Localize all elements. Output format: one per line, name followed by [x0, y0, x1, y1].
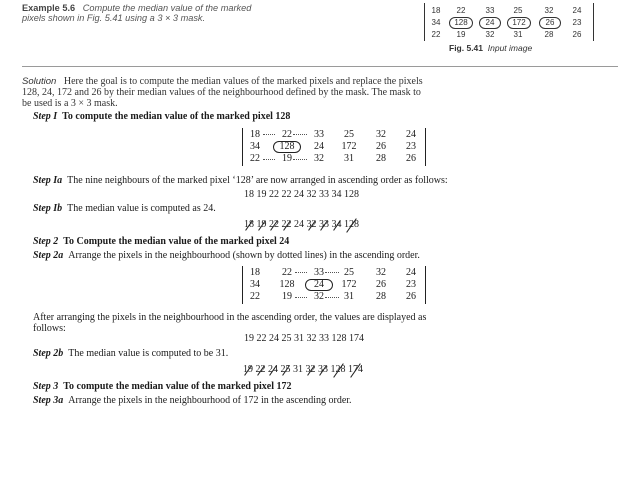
matrix-cell: 28 — [376, 291, 386, 302]
step-text: To compute the median value of the marked pixel 172 — [63, 381, 292, 392]
step-2b-heading — [33, 348, 228, 359]
struck-value: 18 — [244, 219, 254, 230]
step-text: The nine neighbours of the marked pixel ‘128’ are now arranged in ascending order as follows: — [67, 175, 448, 186]
dotted-boundary — [295, 272, 307, 273]
matrix-cell: 128 — [279, 279, 295, 290]
fig-cell: 32 — [544, 6, 554, 15]
step-label: Step 2 — [33, 236, 59, 247]
matrix-cell: 34 — [250, 279, 260, 290]
step-2a-heading — [33, 250, 420, 261]
struck-value: 22 — [255, 364, 266, 375]
step-text: Arrange the pixels in the neighbourhood (shown by dotted lines) in the ascending order. — [68, 250, 420, 261]
matrix-cell: 34 — [250, 141, 260, 152]
fig-cell: 22 — [431, 30, 441, 39]
fig-cell-marked: 128 — [449, 17, 473, 29]
matrix-cell-circled: 24 — [305, 279, 333, 291]
matrix-cell: 24 — [406, 129, 416, 140]
matrix-cell: 33 — [314, 129, 324, 140]
figure-caption-text: Input image — [487, 43, 533, 53]
matrix-cell: 22 — [282, 129, 292, 140]
neighbourhood-matrix-24 — [242, 266, 426, 304]
matrix-cell: 32 — [376, 129, 386, 140]
matrix-cell: 22 — [282, 267, 292, 278]
matrix-cell: 22 — [250, 291, 260, 302]
fig-cell-marked: 24 — [479, 17, 501, 29]
fig-cell: 25 — [513, 6, 523, 15]
example-label: Example 5.6 — [22, 3, 76, 13]
matrix-cell: 23 — [406, 279, 416, 290]
solution-label: Solution — [22, 76, 57, 87]
step-label: Step 2a — [33, 250, 64, 261]
median-value: 31 — [293, 364, 303, 375]
matrix-cell: 26 — [406, 153, 416, 164]
fig-cell-marked: 26 — [539, 17, 561, 29]
step-1a-heading — [33, 175, 448, 186]
matrix-cell: 22 — [250, 153, 260, 164]
matrix-cell: 172 — [341, 141, 357, 152]
median-value: 24 — [294, 219, 304, 230]
struck-value: 22 — [269, 219, 279, 230]
matrix-cell: 19 — [282, 291, 292, 302]
step-text: The median value is computed as 24. — [67, 203, 216, 214]
struck-value: 34 — [331, 219, 342, 230]
fig-cell: 23 — [572, 18, 582, 27]
after-arranging-paragraph — [33, 312, 631, 334]
solution-line3: be used is a 3 × 3 mask. — [22, 98, 118, 109]
step-3-heading — [33, 381, 292, 392]
struck-value: 33 — [319, 219, 329, 230]
step-label: Step 3a — [33, 395, 64, 406]
step-text: The median value is computed to be 31. — [68, 348, 229, 359]
fig-cell-marked: 172 — [507, 17, 531, 29]
input-image-matrix — [424, 3, 594, 41]
matrix-cell: 31 — [344, 291, 354, 302]
struck-value: 32 — [305, 364, 316, 375]
matrix-cell: 18 — [250, 267, 260, 278]
struck-value: 33 — [318, 364, 328, 375]
matrix-cell: 32 — [376, 267, 386, 278]
figure-number: Fig. 5.41 — [449, 43, 484, 53]
fig-cell: 28 — [544, 30, 554, 39]
matrix-cell: 24 — [314, 141, 324, 152]
matrix-cell: 26 — [406, 291, 416, 302]
struck-value: 19 — [243, 364, 253, 375]
matrix-cell: 23 — [406, 141, 416, 152]
struck-value: 128 — [344, 219, 359, 230]
step-label: Step Ib — [33, 203, 63, 214]
after-line2: follows: — [33, 323, 66, 334]
struck-value: 32 — [306, 219, 317, 230]
step-2-heading — [33, 236, 289, 247]
step-1b-heading — [33, 203, 216, 214]
struck-value: 25 — [280, 364, 291, 375]
step-label: Step I — [33, 111, 58, 122]
matrix-cell: 28 — [376, 153, 386, 164]
example-text-line2: pixels shown in Fig. 5.41 using a 3 × 3 mask. — [22, 13, 206, 23]
fig-row-3 — [425, 28, 593, 41]
struck-value: 174 — [348, 364, 363, 375]
example-heading — [22, 3, 251, 23]
step-text: Arrange the pixels in the neighbourhood of 172 in the ascending order. — [68, 395, 352, 406]
after-line1: After arranging the pixels in the neighbourhood in the ascending order, the values are displayed as — [33, 312, 427, 323]
dotted-boundary — [293, 159, 307, 160]
matrix-cell: 172 — [341, 279, 357, 290]
fig-cell: 26 — [572, 30, 582, 39]
sorted-sequence-2: 19 22 24 25 31 32 33 128 174 — [244, 333, 364, 344]
matrix-cell: 25 — [344, 129, 354, 140]
matrix-cell: 24 — [406, 267, 416, 278]
dotted-boundary — [293, 134, 307, 135]
struck-value: 24 — [268, 364, 278, 375]
sorted-sequence-1: 18 19 22 22 24 32 33 34 128 — [244, 189, 359, 200]
step-3a-heading — [33, 395, 352, 406]
struck-value: 22 — [281, 219, 292, 230]
example-text-line1: Compute the median value of the marked — [82, 3, 252, 13]
fig-cell: 34 — [431, 18, 441, 27]
step-text: To Compute the median value of the marked pixel 24 — [63, 236, 290, 247]
step-1-heading — [33, 111, 290, 122]
matrix-cell: 32 — [314, 153, 324, 164]
fig-cell: 18 — [431, 6, 441, 15]
dotted-boundary — [295, 297, 307, 298]
matrix-cell: 26 — [376, 279, 386, 290]
struck-sequence-1 — [244, 219, 359, 230]
matrix-cell: 33 — [314, 267, 324, 278]
matrix-cell: 25 — [344, 267, 354, 278]
struck-value: 128 — [330, 364, 346, 375]
neighbourhood-matrix-128 — [242, 128, 426, 166]
step-label: Step 2b — [33, 348, 64, 359]
matrix-cell: 19 — [282, 153, 292, 164]
solution-line2: 128, 24, 172 and 26 by their median values of the neighbourhood defined by the mask. The mask to — [22, 87, 421, 98]
matrix-cell: 26 — [376, 141, 386, 152]
figure-caption — [449, 43, 532, 53]
dotted-boundary — [325, 297, 339, 298]
section-divider — [22, 66, 618, 67]
matrix-cell-circled: 128 — [273, 141, 301, 153]
step-text: To compute the median value of the marked pixel 128 — [62, 111, 291, 122]
struck-sequence-2 — [243, 364, 363, 375]
fig-cell: 32 — [485, 30, 495, 39]
matrix-cell: 32 — [314, 291, 324, 302]
solution-paragraph — [22, 76, 622, 109]
matrix-cell: 18 — [250, 129, 260, 140]
solution-line1: Here the goal is to compute the median values of the marked pixels and replace the pixels — [63, 76, 423, 87]
dotted-boundary — [263, 134, 275, 135]
fig-cell: 31 — [513, 30, 523, 39]
dotted-boundary — [263, 159, 275, 160]
dotted-boundary — [325, 272, 339, 273]
fig-cell: 22 — [456, 6, 466, 15]
matrix-cell: 31 — [344, 153, 354, 164]
step-label: Step Ia — [33, 175, 63, 186]
fig-cell: 33 — [485, 6, 495, 15]
struck-value: 19 — [256, 219, 267, 230]
fig-cell: 24 — [572, 6, 582, 15]
step-label: Step 3 — [33, 381, 59, 392]
fig-cell: 19 — [456, 30, 466, 39]
